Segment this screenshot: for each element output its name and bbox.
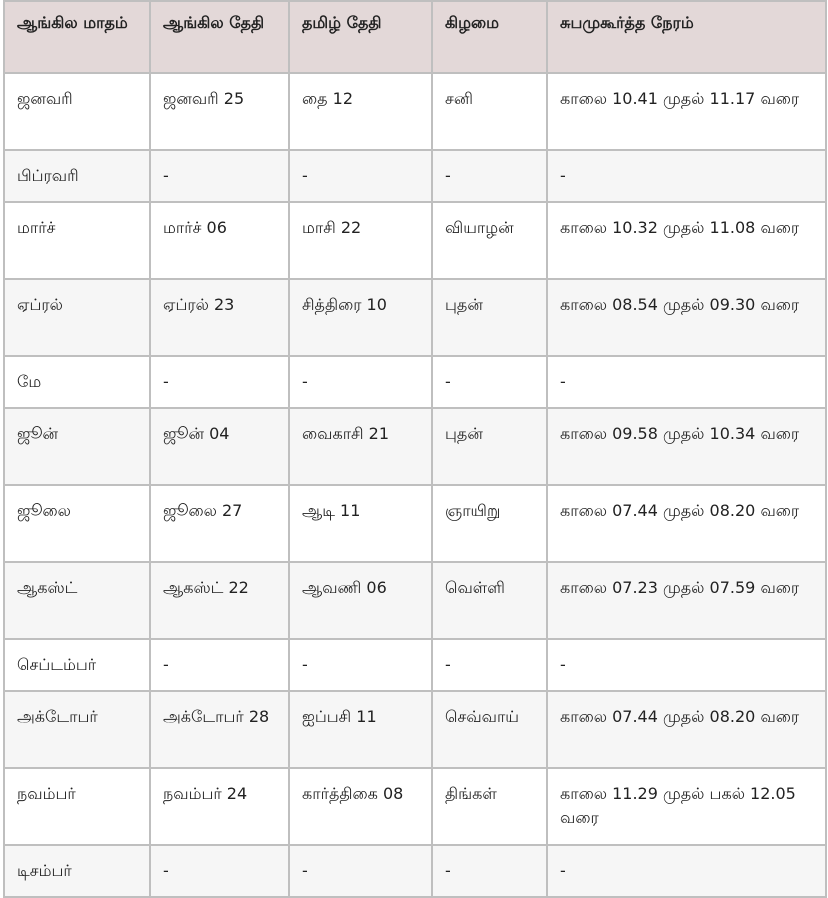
cell-english-month: ஜனவரி <box>4 73 150 150</box>
cell-english-month: செப்டம்பர் <box>4 639 150 691</box>
cell-english-date: அக்டோபர் 28 <box>150 691 289 768</box>
table-row <box>4 768 826 845</box>
cell-muhurtham-time: காலை 10.32 முதல் 11.08 வரை <box>547 202 826 279</box>
table-row <box>4 356 826 408</box>
cell-weekday: - <box>432 150 547 202</box>
table-row <box>4 73 826 150</box>
cell-tamil-date: சித்திரை 10 <box>289 279 432 356</box>
cell-english-date: ஜனவரி 25 <box>150 73 289 150</box>
header-english-month: ஆங்கில மாதம் <box>4 1 150 73</box>
cell-tamil-date: - <box>289 150 432 202</box>
cell-weekday: புதன் <box>432 279 547 356</box>
cell-tamil-date: கார்த்திகை 08 <box>289 768 432 845</box>
cell-tamil-date: - <box>289 845 432 897</box>
cell-muhurtham-time: - <box>547 639 826 691</box>
table-row <box>4 691 826 768</box>
cell-muhurtham-time: காலை 10.41 முதல் 11.17 வரை <box>547 73 826 150</box>
cell-english-date: - <box>150 150 289 202</box>
cell-tamil-date: ஆவணி 06 <box>289 562 432 639</box>
table-row <box>4 639 826 691</box>
cell-weekday: திங்கள் <box>432 768 547 845</box>
cell-muhurtham-time: - <box>547 356 826 408</box>
cell-tamil-date: வைகாசி 21 <box>289 408 432 485</box>
header-weekday: கிழமை <box>432 1 547 73</box>
cell-english-date: ஜூலை 27 <box>150 485 289 562</box>
table-row <box>4 562 826 639</box>
cell-muhurtham-time: காலை 07.23 முதல் 07.59 வரை <box>547 562 826 639</box>
cell-english-date: ஏப்ரல் 23 <box>150 279 289 356</box>
cell-english-date: - <box>150 639 289 691</box>
cell-tamil-date: ஆடி 11 <box>289 485 432 562</box>
cell-english-date: - <box>150 356 289 408</box>
cell-english-month: அக்டோபர் <box>4 691 150 768</box>
header-tamil-date: தமிழ் தேதி <box>289 1 432 73</box>
cell-muhurtham-time: காலை 11.29 முதல் பகல் 12.05 வரை <box>547 768 826 845</box>
cell-english-date: மார்ச் 06 <box>150 202 289 279</box>
cell-muhurtham-time: காலை 09.58 முதல் 10.34 வரை <box>547 408 826 485</box>
cell-muhurtham-time: காலை 07.44 முதல் 08.20 வரை <box>547 691 826 768</box>
cell-weekday: வியாழன் <box>432 202 547 279</box>
cell-english-month: ஜூலை <box>4 485 150 562</box>
cell-english-month: மார்ச் <box>4 202 150 279</box>
cell-weekday: வெள்ளி <box>432 562 547 639</box>
cell-weekday: - <box>432 639 547 691</box>
cell-tamil-date: - <box>289 639 432 691</box>
cell-english-date: ஜூன் 04 <box>150 408 289 485</box>
cell-english-month: ஏப்ரல் <box>4 279 150 356</box>
cell-english-month: மே <box>4 356 150 408</box>
cell-muhurtham-time: காலை 08.54 முதல் 09.30 வரை <box>547 279 826 356</box>
cell-weekday: செவ்வாய் <box>432 691 547 768</box>
cell-muhurtham-time: - <box>547 845 826 897</box>
cell-tamil-date: ஐப்பசி 11 <box>289 691 432 768</box>
cell-english-month: ஆகஸ்ட் <box>4 562 150 639</box>
cell-weekday: புதன் <box>432 408 547 485</box>
cell-muhurtham-time: காலை 07.44 முதல் 08.20 வரை <box>547 485 826 562</box>
table-row <box>4 845 826 897</box>
cell-english-date: - <box>150 845 289 897</box>
cell-tamil-date: தை 12 <box>289 73 432 150</box>
table-row <box>4 150 826 202</box>
header-english-date: ஆங்கில தேதி <box>150 1 289 73</box>
table-row <box>4 202 826 279</box>
table-header <box>4 1 826 73</box>
cell-tamil-date: - <box>289 356 432 408</box>
cell-english-date: ஆகஸ்ட் 22 <box>150 562 289 639</box>
cell-english-month: பிப்ரவரி <box>4 150 150 202</box>
cell-muhurtham-time: - <box>547 150 826 202</box>
table-row <box>4 485 826 562</box>
cell-english-month: ஜூன் <box>4 408 150 485</box>
header-muhurtham-time: சுபமுகூர்த்த நேரம் <box>547 1 826 73</box>
table-body <box>4 73 826 897</box>
table-row <box>4 279 826 356</box>
cell-weekday: - <box>432 356 547 408</box>
cell-english-date: நவம்பர் 24 <box>150 768 289 845</box>
cell-english-month: டிசம்பர் <box>4 845 150 897</box>
cell-english-month: நவம்பர் <box>4 768 150 845</box>
cell-weekday: ஞாயிறு <box>432 485 547 562</box>
cell-weekday: - <box>432 845 547 897</box>
cell-weekday: சனி <box>432 73 547 150</box>
muhurtham-table <box>3 0 827 898</box>
cell-tamil-date: மாசி 22 <box>289 202 432 279</box>
header-row <box>4 1 826 73</box>
table-row <box>4 408 826 485</box>
